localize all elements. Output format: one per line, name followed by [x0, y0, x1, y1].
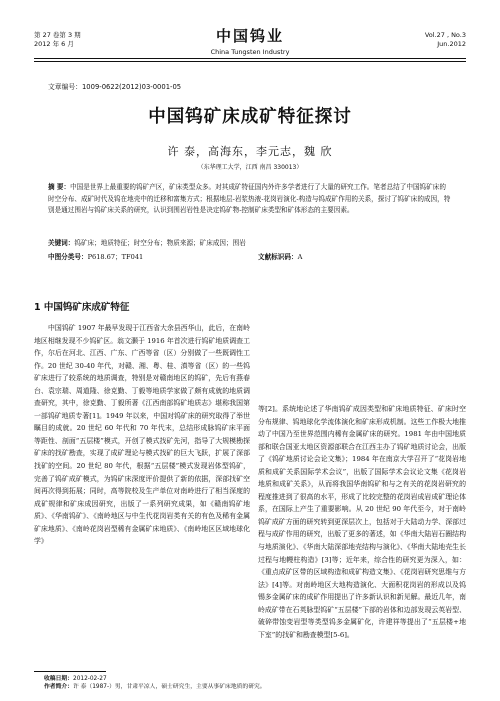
- header-rule-thick: [34, 58, 466, 59]
- classification-number: [48, 251, 143, 261]
- paper-title: 中国钨矿床成矿特征探讨: [148, 107, 352, 127]
- body-column-left: [34, 298, 250, 548]
- publication-date: 2012 年 6 月: [34, 40, 74, 48]
- body-paragraph: 等[2]。系统地论述了华南钨矿成因类型和矿床地质特征、矿床时空分布规律、钨地球化学流体演化和矿床形成机制。这些工作极大地推动了中国乃至世界范围内稀有金属矿床的研究。1981 年由中国地质部和联合国亚太地区资源部联合在江西主办了钨矿地质讨论会，出版了《钨矿地质讨论会论文集》；1984 年在南京大学召开了“花岗岩地质和成矿关系国际学术会议”，出版了国际学术会议论文集《花岗岩地质和成矿关系》，从而将我国华南钨矿和与之有关的花岗岩研究的程度推进到了很高的水平，形成了比较完整的花岗岩成岩成矿理论体系，在国际上产生了重要影响。从 20 世纪 90 年代至今，对于南岭钨矿成矿方面的研究转到更深层次上，包括对于大陆动力学、深部过程与成矿作用的研究，出版了更多的著述，如《华南大陆岩石圈结构与地质演化》、《华南大陆深部地壳结构与演化》、《华南大陆地壳生长过程与地幔柱构造》[3]等；近年来，综合性的研究更为深入，如：《重点成矿区带的区域构造和成矿构造文集》、《花岗岩研究思维与方法》[4]等。对南岭地区大地构造演化、大面积花岗岩的形成以及钨锡多金属矿床的成矿作用提出了许多新认识和新见解。最近几年，南岭成矿带在石英脉型钨矿“五层楼”下部的岩体和边部发现云英岩型、破碎带蚀变岩型等类型钨多金属矿化，许建祥等提出了“五层楼+地下室”的找矿和勘查模型[5-6]。: [258, 405, 466, 639]
- document-code: [258, 251, 302, 261]
- body-column-right: [258, 403, 466, 641]
- header-rule-thin: [34, 61, 466, 62]
- abstract: [48, 182, 452, 217]
- section-heading: 1 中国钨矿床成矿特征: [34, 302, 130, 313]
- article-number: 文章编号：1009-0622(2012)03-0001-05: [48, 83, 182, 91]
- footnote-rule: [34, 671, 106, 672]
- doc-code-value: A: [297, 253, 303, 261]
- author-list: 许 泰，高海东，李元志，魏 欣: [167, 145, 333, 158]
- journal-title-en: China Tungsten Industry: [210, 48, 290, 56]
- volume-issue-en: Vol.27 , No.3: [424, 31, 466, 39]
- running-header-right: [425, 31, 466, 49]
- abstract-label: 摘 要：: [48, 183, 71, 191]
- author-bio-label: 作者简介：: [44, 684, 73, 690]
- body-paragraph: 中国钨矿 1907 年最早发现于江西省大余县西华山，此后，在南岭地区相继发现不少钨矿区。翁文灏于 1916 年首次进行钨矿地质调查工作，尔后在河北、江西、广东、广西等省（区）分别做了一些既调性工作。20 世纪 30-40 年代，对赣、湘、粤、桂、滇等省（区）的一些钨矿床进行了较系统的地质调查，特别是对赣南地区的钨矿，先后有燕春台、袁宗瑞、周道隆、徐克勤、丁毅等地质学家做了颇有成就的地质调查研究，其中，徐克勤、丁毅所著《江西南部钨矿地质志》堪称我国第一部钨矿地质专著[1]。1949 年以来，中国对钨矿床的研究取得了举世瞩目的成就。20 世纪 60 年代和 70 年代末，总结形成脉钨矿床平面等距性、剖面“五层楼”模式，开创了模式找矿先河，指导了大规模勘探矿床的找矿勘查，实现了成矿理论与模式找矿的巨大飞跃，扩展了深部找矿的空间。20 世纪 80 年代，根据“五层楼”模式发现岩体型钨矿，完善了钨矿成矿模式，为钨矿床深度评价提供了新的依据，深部找矿空间再次得到拓展；同时，高等院校及生产单位对南岭进行了相当深度的成矿规律和矿床成因研究，出版了一系列研究成果，如《赣南钨矿地质》、《华南钨矿》、《南岭地区与中生代花岗岩类有关的有色及稀有金属矿床地质》、《南岭花岗岩型稀有金属矿床地质》、《南岭地区区域地球化学》: [34, 324, 250, 546]
- footnote: [44, 675, 266, 691]
- publication-date-en: Jun.2012: [437, 40, 466, 48]
- received-value: 2012-02-27: [73, 676, 107, 682]
- author-bio: [44, 683, 266, 691]
- clc-value: P618.67；TF041: [87, 253, 144, 261]
- keywords-label: 关键词：: [48, 239, 75, 247]
- keywords: [48, 238, 452, 249]
- doc-code-label: 文献标识码：: [258, 253, 298, 261]
- volume-issue: 第 27 卷第 3 期: [34, 31, 81, 39]
- clc-label: 中图分类号：: [48, 253, 88, 261]
- abstract-text: 中国是世界上最重要的钨矿产区，矿床类型众多。对其成矿特征国内外许多学者进行了大量的研究工作。笔者总结了中国钨矿床的时空分布、成矿时代及钨在地壳中的迁移和富集方式；根据地层-岩浆热液-花岗岩演化-构造与钨成矿作用的关系，探讨了钨矿床的成因，特别是通过围岩与钨矿床关系的研究，认识到围岩岩性是决定钨矿物-控制矿床类型和矿体形态的主要因素。: [48, 183, 451, 215]
- received-date: [44, 675, 266, 683]
- affiliation: （东华理工大学，江西 南昌 330013）: [197, 164, 303, 171]
- keywords-text: 钨矿床；地质特征；时空分布；物质来源；矿床成因；围岩: [74, 239, 246, 247]
- received-label: 收稿日期：: [44, 676, 73, 682]
- journal-title-cn: 中国钨业: [215, 27, 284, 45]
- author-bio-text: 许 泰（1987-）男，甘肃平凉人，硕士研究生，主要从事矿床地质的研究。: [73, 684, 266, 690]
